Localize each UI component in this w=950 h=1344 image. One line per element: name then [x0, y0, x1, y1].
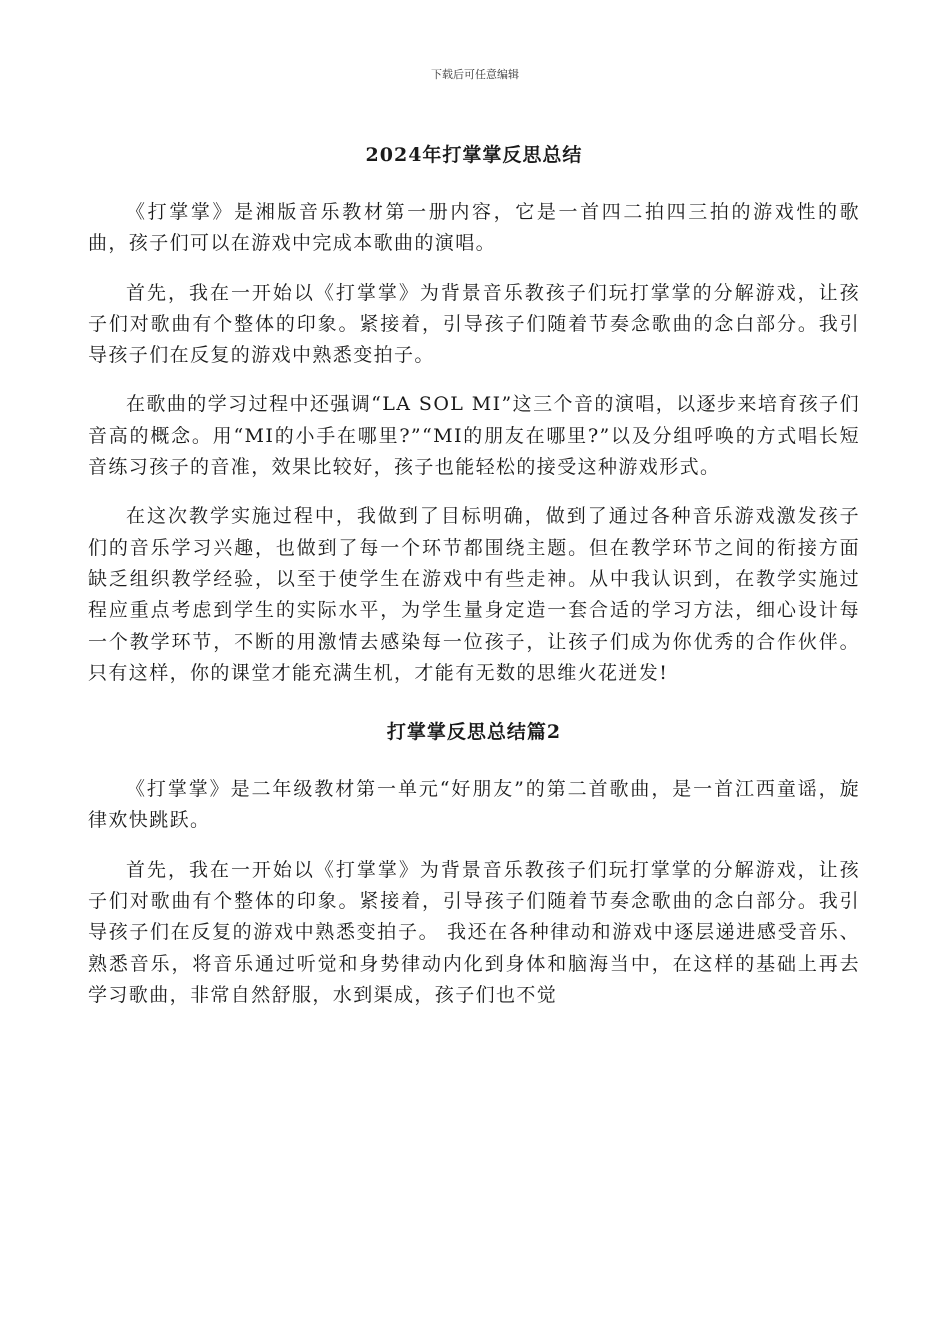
- page-header: 下载后可任意编辑: [431, 68, 519, 81]
- paragraph: 在这次教学实施过程中，我做到了目标明确，做到了通过各种音乐游戏激发孩子们的音乐学习兴趣，也做到了每一个环节都围绕主题。但在教学环节之间的衔接方面缺乏组织教学经验，以至于使学生在游戏中有些走神。从中我认识到，在教学实施过程应重点考虑到学生的实际水平，为学生量身定造一套合适的学习方法，细心设计每一个教学环节，不断的用激情去感染每一位孩子，让孩子们成为你优秀的合作伙伴。只有这样，你的课堂才能充满生机，才能有无数的思维火花迸发!: [88, 505, 860, 684]
- paragraph: 《打掌掌》是湘版音乐教材第一册内容，它是一首四二拍四三拍的游戏性的歌曲，孩子们可以在游戏中完成本歌曲的演唱。: [88, 201, 860, 255]
- section-title: 打掌掌反思总结篇2: [386, 721, 562, 744]
- paragraph: 首先，我在一开始以《打掌掌》为背景音乐教孩子们玩打掌掌的分解游戏，让孩子们对歌曲有个整体的印象。紧接着，引导孩子们随着节奏念歌曲的念白部分。我引导孩子们在反复的游戏中熟悉变拍子。: [88, 281, 860, 367]
- paragraph: 在歌曲的学习过程中还强调“LA SOL MI”这三个音的演唱，以逐步来培育孩子们音高的概念。用“MI的小手在哪里?”“MI的朋友在哪里?”以及分组呼唤的方式唱长短音练习孩子的音准，效果比较好，孩子也能轻松的接受这种游戏形式。: [88, 393, 860, 479]
- document-title: 2024年打掌掌反思总结: [365, 144, 583, 166]
- paragraph: 首先，我在一开始以《打掌掌》为背景音乐教孩子们玩打掌掌的分解游戏，让孩子们对歌曲有个整体的印象。紧接着，引导孩子们随着节奏念歌曲的念白部分。我引导孩子们在反复的游戏中熟悉变拍子。 我还在各种律动和游戏中逐层递进感受音乐、熟悉音乐，将音乐通过听觉和身势律动内化到身体和脑海当中，在这样的基础上再去学习歌曲，非常自然舒服，水到渠成，孩子们也不觉: [88, 858, 860, 1006]
- document-body: [88, 140, 860, 1029]
- paragraph: 《打掌掌》是二年级教材第一单元“好朋友”的第二首歌曲，是一首江西童谣，旋律欢快跳跃。: [88, 778, 860, 832]
